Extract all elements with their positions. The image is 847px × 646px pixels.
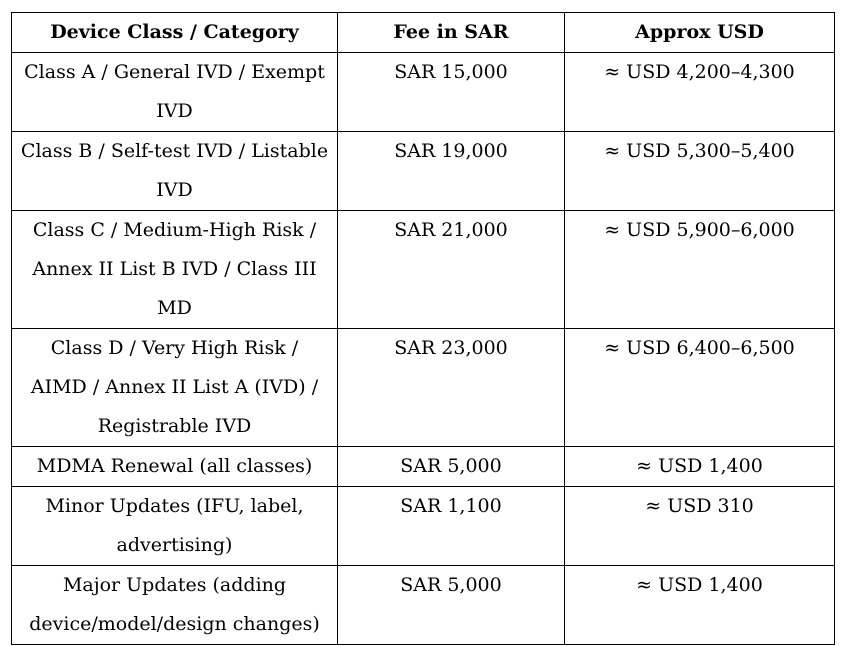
header-device-class: Device Class / Category (12, 13, 338, 53)
cell-approx-usd: ≈ USD 1,400 (565, 566, 835, 645)
table-row (12, 211, 835, 329)
cell-category: Class D / Very High Risk / AIMD / Annex II List A (IVD) / Registrable IVD (12, 329, 338, 447)
cell-category: Class A / General IVD / Exempt IVD (12, 53, 338, 132)
cell-fee-sar: SAR 5,000 (338, 566, 565, 645)
cell-fee-sar: SAR 15,000 (338, 53, 565, 132)
cell-fee-sar: SAR 5,000 (338, 447, 565, 487)
cell-approx-usd: ≈ USD 1,400 (565, 447, 835, 487)
table-row (12, 53, 835, 132)
table-row (12, 329, 835, 447)
table-body (12, 53, 835, 645)
fee-table (11, 12, 835, 645)
cell-fee-sar: SAR 21,000 (338, 211, 565, 329)
cell-approx-usd: ≈ USD 4,200–4,300 (565, 53, 835, 132)
table-row (12, 447, 835, 487)
cell-category: Class B / Self-test IVD / Listable IVD (12, 132, 338, 211)
table-row (12, 566, 835, 645)
table-row (12, 487, 835, 566)
cell-approx-usd: ≈ USD 6,400–6,500 (565, 329, 835, 447)
table-header (12, 13, 835, 53)
header-approx-usd: Approx USD (565, 13, 835, 53)
cell-approx-usd: ≈ USD 5,300–5,400 (565, 132, 835, 211)
cell-category: Class C / Medium-High Risk / Annex II List B IVD / Class III MD (12, 211, 338, 329)
table-row (12, 132, 835, 211)
cell-approx-usd: ≈ USD 310 (565, 487, 835, 566)
cell-fee-sar: SAR 23,000 (338, 329, 565, 447)
cell-fee-sar: SAR 19,000 (338, 132, 565, 211)
header-row (12, 13, 835, 53)
cell-category: Minor Updates (IFU, label, advertising) (12, 487, 338, 566)
cell-approx-usd: ≈ USD 5,900–6,000 (565, 211, 835, 329)
header-fee-sar: Fee in SAR (338, 13, 565, 53)
cell-fee-sar: SAR 1,100 (338, 487, 565, 566)
cell-category: Major Updates (adding device/model/design changes) (12, 566, 338, 645)
cell-category: MDMA Renewal (all classes) (12, 447, 338, 487)
